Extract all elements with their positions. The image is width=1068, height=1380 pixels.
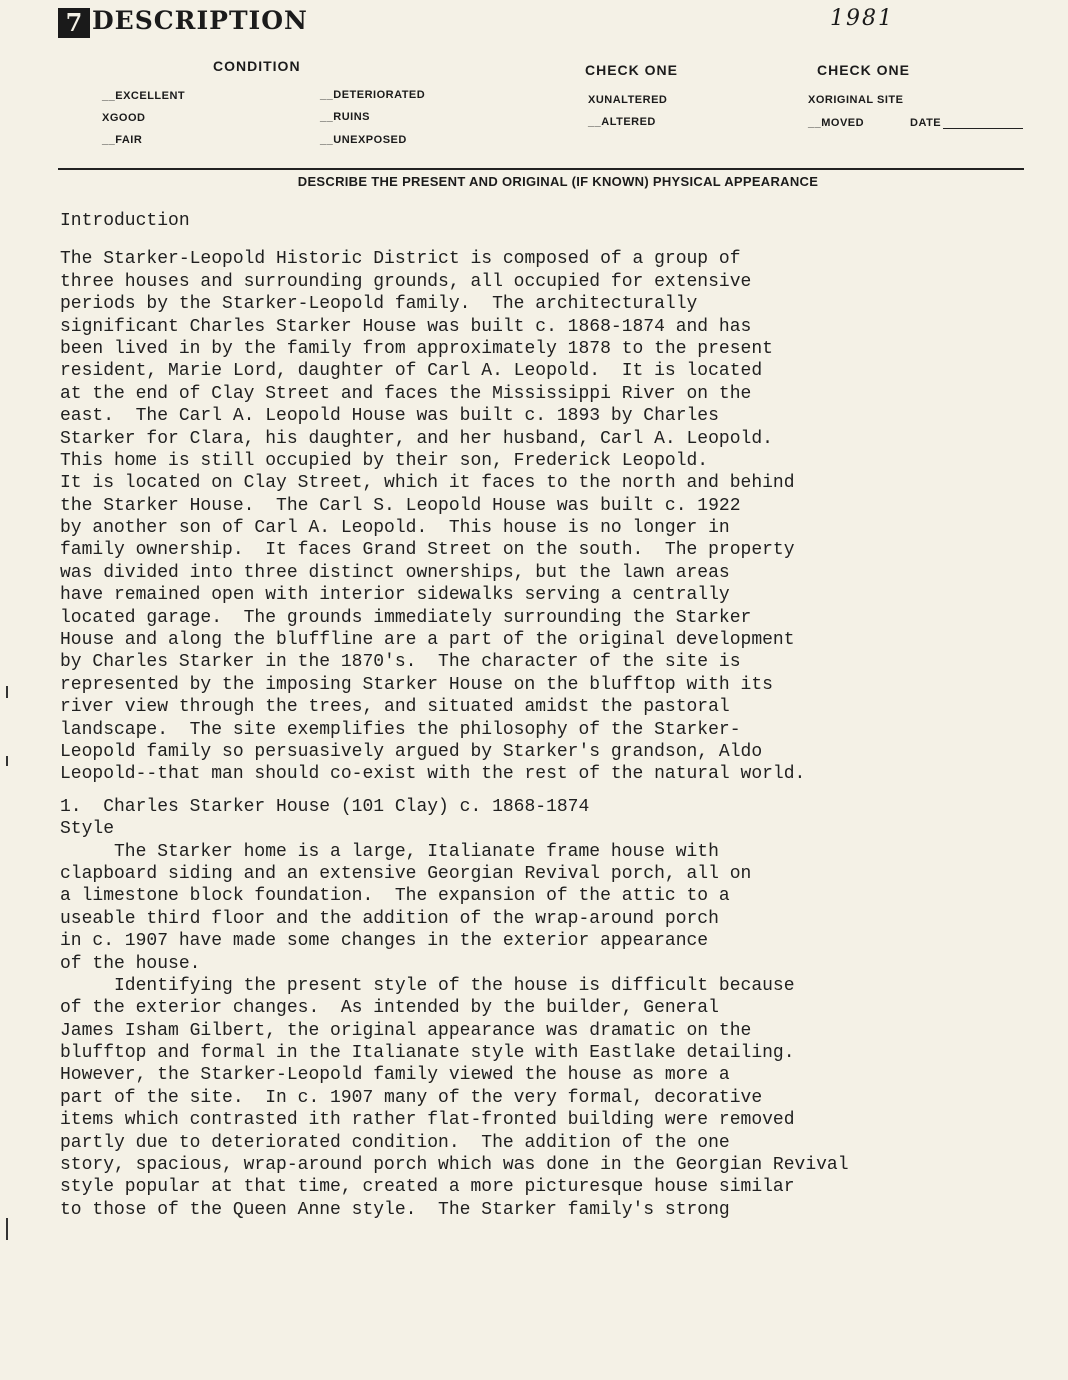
text-line: Identifying the present style of the house is difficult because	[60, 975, 795, 996]
text-line: This home is still occupied by their son, Frederick Leopold.	[60, 450, 709, 471]
option-mark: X	[808, 94, 816, 106]
option-label: ORIGINAL SITE	[815, 94, 904, 106]
text-line: 1. Charles Starker House (101 Clay) c. 1868-1874	[60, 796, 590, 817]
site-option-original[interactable]	[808, 94, 903, 106]
option-mark: __	[102, 90, 116, 102]
site-heading: CHECK ONE	[817, 62, 911, 78]
option-label: EXCELLENT	[115, 90, 186, 102]
text-line: blufftop and formal in the Italianate style with Eastlake detailing.	[60, 1043, 795, 1064]
text-line: The Starker-Leopold Historic District is composed of a group of	[60, 249, 741, 270]
text-line: river view through the trees, and situated amidst the pastoral	[60, 697, 730, 718]
section-title: DESCRIPTION	[92, 6, 308, 35]
text-line: in c. 1907 have made some changes in the exterior appearance	[60, 931, 709, 952]
text-line: Starker for Clara, his daughter, and her husband, Carl A. Leopold.	[60, 428, 773, 449]
text-line: items which contrasted ith rather flat-fronted building were removed	[60, 1110, 795, 1131]
describe-heading: DESCRIBE THE PRESENT AND ORIGINAL (IF KNOWN) PHYSICAL APPEARANCE	[297, 174, 819, 189]
option-mark: __	[588, 116, 602, 128]
text-line: It is located on Clay Street, which it faces to the north and behind	[60, 473, 795, 494]
option-label: DETERIORATED	[333, 89, 426, 101]
option-label: FAIR	[115, 134, 143, 146]
text-line: at the end of Clay Street and faces the Mississippi River on the	[60, 383, 752, 404]
text-line: Leopold--that man should co-exist with the rest of the natural world.	[60, 764, 806, 785]
option-mark: __	[102, 134, 116, 146]
text-line: partly due to deteriorated condition. The addition of the one	[60, 1132, 730, 1153]
text-line: significant Charles Starker House was built c. 1868-1874 and has	[60, 316, 752, 337]
text-line: landscape. The site exemplifies the philosophy of the Starker-	[60, 719, 741, 740]
option-label: UNALTERED	[595, 94, 668, 106]
text-line: a limestone block foundation. The expansion of the attic to a	[60, 886, 730, 907]
option-mark: X	[102, 112, 110, 124]
condition-option-good[interactable]	[102, 112, 145, 124]
handwritten-year: 1981	[830, 6, 894, 31]
text-line: was divided into three distinct ownerships, but the lawn areas	[60, 562, 730, 583]
condition-option-fair[interactable]	[102, 134, 142, 146]
site-option-moved[interactable]	[808, 117, 864, 129]
option-label: GOOD	[109, 112, 146, 124]
text-line: of the exterior changes. As intended by the builder, General	[60, 998, 719, 1019]
section-divider	[58, 168, 1024, 170]
text-line: been lived in by the family from approximately 1878 to the present	[60, 338, 773, 359]
alteration-heading: CHECK ONE	[585, 62, 679, 78]
option-label: MOVED	[821, 117, 865, 129]
text-line: clapboard siding and an extensive Georgian Revival porch, all on	[60, 863, 752, 884]
text-line: resident, Marie Lord, daughter of Carl A. Leopold. It is located	[60, 361, 763, 382]
text-line: east. The Carl A. Leopold House was built c. 1893 by Charles	[60, 406, 719, 427]
condition-option-deteriorated[interactable]	[320, 89, 425, 101]
condition-heading: CONDITION	[213, 58, 301, 74]
text-line: useable third floor and the addition of the wrap-around porch	[60, 908, 719, 929]
text-line: Introduction	[60, 211, 190, 231]
text-line: Style	[60, 819, 115, 840]
option-mark: __	[320, 111, 334, 123]
condition-option-excellent[interactable]	[102, 90, 185, 102]
text-line: three houses and surrounding grounds, all occupied for extensive	[60, 271, 752, 292]
margin-mark	[6, 686, 8, 698]
text-line: story, spacious, wrap-around porch which was done in the Georgian Revival	[60, 1155, 849, 1176]
typewritten-description	[60, 210, 1060, 1221]
option-label: ALTERED	[601, 116, 656, 128]
text-line: of the house.	[60, 953, 201, 974]
option-mark: __	[320, 89, 334, 101]
section-number-box: 7	[58, 8, 90, 38]
text-line: located garage. The grounds immediately surrounding the Starker	[60, 607, 752, 628]
text-line: family ownership. It faces Grand Street on the south. The property	[60, 540, 795, 561]
text-line: have remained open with interior sidewalks serving a centrally	[60, 585, 730, 606]
text-line: part of the site. In c. 1907 many of the very formal, decorative	[60, 1087, 763, 1108]
text-line: the Starker House. The Carl S. Leopold House was built c. 1922	[60, 495, 741, 516]
alteration-option-unaltered[interactable]	[588, 94, 667, 106]
text-line: to those of the Queen Anne style. The Starker family's strong	[60, 1199, 730, 1220]
text-line: James Isham Gilbert, the original appearance was dramatic on the	[60, 1020, 752, 1041]
text-line: by another son of Carl A. Leopold. This house is no longer in	[60, 518, 730, 539]
text-line: represented by the imposing Starker House on the blufftop with its	[60, 674, 773, 695]
site-date-field[interactable]	[910, 117, 1023, 129]
text-line: by Charles Starker in the 1870's. The character of the site is	[60, 652, 741, 673]
margin-mark	[6, 756, 8, 766]
option-mark: X	[588, 94, 596, 106]
text-line: periods by the Starker-Leopold family. The architecturally	[60, 294, 698, 315]
text-line: The Starker home is a large, Italianate frame house with	[60, 841, 719, 862]
condition-option-unexposed[interactable]	[320, 134, 407, 146]
option-label: UNEXPOSED	[333, 134, 407, 146]
date-label: DATE	[910, 117, 942, 129]
alteration-option-altered[interactable]	[588, 116, 656, 128]
text-line: style popular at that time, created a more picturesque house similar	[60, 1177, 795, 1198]
text-line: Leopold family so persuasively argued by Starker's grandson, Aldo	[60, 741, 763, 762]
text-line: However, the Starker-Leopold family viewed the house as more a	[60, 1065, 730, 1086]
text-line: House and along the bluffline are a part of the original development	[60, 630, 795, 651]
option-mark: __	[320, 134, 334, 146]
margin-mark	[6, 1218, 8, 1240]
condition-option-ruins[interactable]	[320, 111, 370, 123]
option-label: RUINS	[333, 111, 370, 123]
date-blank-line	[943, 128, 1023, 129]
option-mark: __	[808, 117, 822, 129]
